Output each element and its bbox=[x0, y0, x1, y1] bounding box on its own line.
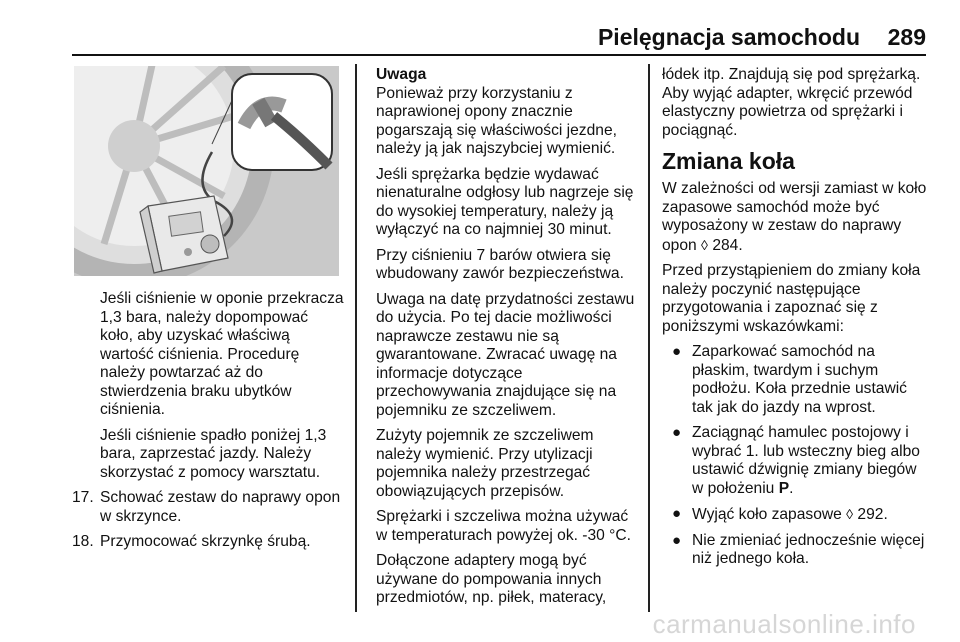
paragraph: Dołączone adaptery mogą być używane do pompowania innych przedmiotów, np. piłek, materacy, bbox=[376, 552, 607, 606]
list-item bbox=[662, 532, 930, 569]
paragraph: Uwaga na datę przydatności zestawu do użycia. Po tej dacie możliwości naprawcze zestawu nie są gwarantowane. Zwracać uwagę na informacje dotyczące przechowywania znajdujące się na pojemniku ze szczeliwem. bbox=[376, 290, 635, 419]
header-rule bbox=[72, 54, 926, 56]
page-number: 289 bbox=[887, 24, 926, 50]
step-text: Schować zestaw do naprawy opon w skrzynce. bbox=[100, 489, 341, 525]
page-title: Pielęgnacja samochodu bbox=[597, 24, 860, 50]
paragraph: Sprężarki i szczeliwa można używać w temperaturach powyżej ok. -30 °C. bbox=[376, 508, 631, 544]
note-title: Uwaga bbox=[376, 66, 427, 83]
list-item-text: Zaparkować samochód na płaskim, twardym i suchym podłożu. Koła przednie ustawić tak jak do jazdy na wprost. bbox=[692, 343, 907, 416]
paragraph bbox=[662, 180, 930, 255]
step-item bbox=[72, 489, 344, 526]
page-reference[interactable]: 292. bbox=[857, 506, 888, 523]
bullet-icon: ● bbox=[672, 505, 682, 522]
step-number: 18. bbox=[72, 533, 94, 550]
watermark: carmanualsonline.info bbox=[652, 609, 916, 639]
column-right bbox=[662, 66, 930, 576]
reference-arrow-icon: ◊ bbox=[701, 236, 708, 253]
bullet-icon: ● bbox=[672, 531, 682, 549]
note-paragraph: Ponieważ przy korzystaniu z naprawionej opony znacznie pogarszają się właściwości jezdne, należy ją jak najszybciej wymienić. bbox=[376, 84, 617, 157]
section-title: Zmiana koła bbox=[662, 148, 795, 174]
paragraph: Jeśli ciśnienie spadło poniżej 1,3 bara, zaprzestać jazdy. Należy skorzystać z pomocy warsztatu. bbox=[100, 426, 327, 481]
paragraph: Przy ciśnieniu 7 barów otwiera się wbudowany zawór bezpieczeństwa. bbox=[376, 246, 624, 282]
step-text: Przymocować skrzynkę śrubą. bbox=[100, 533, 311, 550]
paragraph: Zużyty pojemnik ze szczeliwem należy wymienić. Przy utylizacji pojemnika należy przestrzegać obowiązujących przepisów. bbox=[376, 427, 594, 500]
tire-repair-kit-illustration bbox=[74, 66, 339, 276]
column-left bbox=[74, 66, 344, 559]
column-divider bbox=[355, 64, 357, 612]
list-item-text: Wyjąć koło zapasowe bbox=[692, 506, 842, 523]
paragraph: Jeśli ciśnienie w oponie przekracza 1,3 bara, należy dopompować koło, aby uzyskać właściwą wartość ciśnienia. Procedurę należy powtarzać aż do stwierdzenia braku ubytków ciśnienia. bbox=[100, 290, 344, 418]
paragraph: Przed przystąpieniem do zmiany koła należy poczynić następujące przygotowania i zapoznać się z poniższymi wskazówkami: bbox=[662, 262, 921, 335]
list-item-text: Nie zmieniać jednocześnie więcej niż jednego koła. bbox=[692, 531, 925, 567]
list-item-text: . bbox=[789, 479, 794, 497]
step-item bbox=[72, 533, 344, 552]
reference-arrow-icon: ◊ bbox=[846, 506, 854, 522]
column-divider bbox=[648, 64, 650, 612]
list-item bbox=[662, 505, 930, 525]
gear-position: P bbox=[778, 479, 790, 497]
bullet-icon: ● bbox=[672, 424, 682, 441]
page-header bbox=[0, 0, 960, 54]
paragraph: łódek itp. Znajdują się pod sprężarką. Aby wyjąć adapter, wkręcić przewód elastyczny powietrza od sprężarki i pociągnąć. bbox=[662, 66, 921, 139]
list-item-text: Zaciągnąć hamulec postojowy i wybrać 1. lub wsteczny bieg albo ustawić dźwignię zmiany biegów w położeniu bbox=[692, 424, 920, 497]
paragraph: Jeśli sprężarka będzie wydawać nienaturalne odgłosy lub nagrzeje się do wysokiej temperatury, należy ją wyłączyć na co najmniej 30 minut. bbox=[376, 165, 634, 238]
bullet-list bbox=[662, 343, 930, 569]
bullet-icon: ● bbox=[672, 343, 682, 360]
step-number: 17. bbox=[72, 489, 94, 506]
list-item bbox=[662, 343, 930, 417]
column-middle bbox=[376, 66, 641, 615]
page-reference[interactable]: 284. bbox=[712, 236, 743, 254]
paragraph-text: W zależności od wersji zamiast w koło zapasowe samochód może być wyposażony w zestaw do naprawy opon bbox=[662, 180, 927, 254]
list-item bbox=[662, 424, 930, 498]
